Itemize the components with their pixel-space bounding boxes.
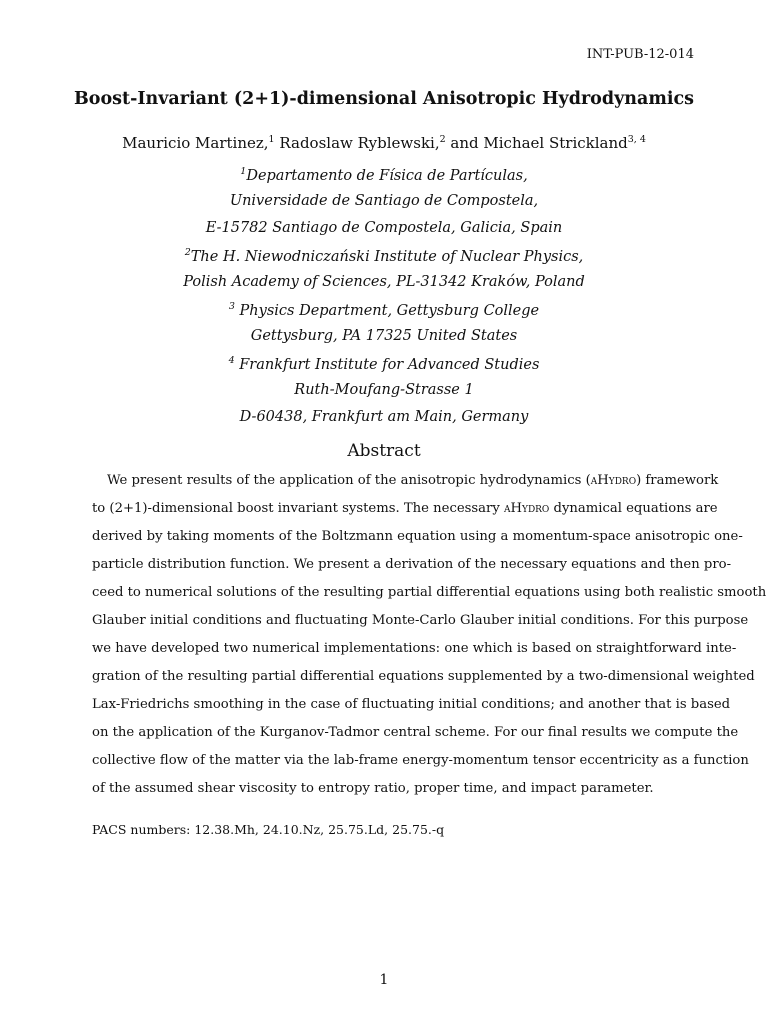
abstract-line: we have developed two numerical implementations: one which is based on straightforward inte-	[92, 641, 737, 656]
author-list	[0, 134, 768, 152]
affiliation-line: Universidade de Santiago de Compostela,	[229, 193, 539, 209]
affiliation-line: D-60438, Frankfurt am Main, Germany	[239, 409, 529, 425]
affiliation-line: Gettysburg, PA 17325 United States	[250, 328, 518, 344]
abstract-line	[92, 501, 718, 517]
affiliation-line: Polish Academy of Sciences, PL-31342 Kraków, Poland	[183, 274, 585, 290]
author-affiliation-mark: 3, 4	[627, 134, 646, 145]
ahydro-acronym: aHydro	[504, 501, 550, 516]
affiliation-mark: 4	[228, 355, 235, 366]
abstract-line: ceed to numerical solutions of the resulting partial differential equations using both realistic smooth	[92, 585, 767, 600]
author-name: and Michael Strickland	[445, 134, 628, 152]
affiliation-text: Departamento de Física de Partículas,	[246, 167, 528, 184]
affiliation-line	[0, 166, 768, 184]
abstract-line: derived by taking moments of the Boltzmann equation using a momentum-space anisotropic one-	[92, 529, 743, 544]
affiliation-mark: 1	[240, 166, 247, 177]
affiliation-mark: 2	[184, 247, 191, 258]
author-name: Mauricio Martinez,	[122, 134, 269, 152]
page-number: 1	[379, 972, 389, 988]
affiliation-line	[0, 301, 768, 319]
affiliation-text: The H. Niewodniczański Institute of Nuclear Physics,	[190, 248, 584, 265]
abstract-line	[107, 473, 719, 489]
abstract-line: collective flow of the matter via the lab-frame energy-momentum tensor eccentricity as a function	[92, 753, 749, 768]
affiliation-line: E-15782 Santiago de Compostela, Galicia, Spain	[205, 220, 563, 236]
ahydro-acronym: aHydro	[590, 473, 637, 488]
affiliation-text: Physics Department, Gettysburg College	[234, 302, 540, 319]
affiliation-line	[0, 355, 768, 373]
abstract-line: gration of the resulting partial differential equations supplemented by a two-dimensional weighted	[92, 669, 755, 684]
paper-title: Boost-Invariant (2+1)-dimensional Anisotropic Hydrodynamics	[74, 89, 694, 109]
author-affiliation-mark: 2	[439, 134, 446, 145]
abstract-text: ) framework	[636, 473, 719, 488]
affiliation-mark: 3	[228, 301, 235, 312]
abstract-line: particle distribution function. We present a derivation of the necessary equations and then pro-	[92, 557, 732, 572]
abstract-heading: Abstract	[347, 441, 421, 461]
abstract-text: dynamical equations are	[549, 501, 718, 516]
pacs-numbers: PACS numbers: 12.38.Mh, 24.10.Nz, 25.75.Ld, 25.75.-q	[92, 822, 445, 837]
author-name: Radoslaw Ryblewski,	[274, 134, 440, 152]
abstract-line: on the application of the Kurganov-Tadmor central scheme. For our final results we compute the	[92, 725, 739, 740]
affiliation-line: Ruth-Moufang-Strasse 1	[294, 382, 474, 398]
affiliation-text: Frankfurt Institute for Advanced Studies	[234, 356, 540, 373]
author-affiliation-mark: 1	[268, 134, 275, 145]
report-number: INT-PUB-12-014	[586, 47, 694, 62]
abstract-text: to (2+1)-dimensional boost invariant systems. The necessary	[92, 501, 504, 516]
abstract-text: We present results of the application of the anisotropic hydrodynamics (	[107, 473, 591, 488]
abstract-line: Glauber initial conditions and fluctuating Monte-Carlo Glauber initial conditions. For this purpose	[92, 613, 749, 628]
affiliation-line	[0, 247, 768, 265]
abstract-line: of the assumed shear viscosity to entropy ratio, proper time, and impact parameter.	[92, 781, 654, 796]
abstract-line: Lax-Friedrichs smoothing in the case of fluctuating initial conditions; and another that is based	[92, 697, 731, 712]
